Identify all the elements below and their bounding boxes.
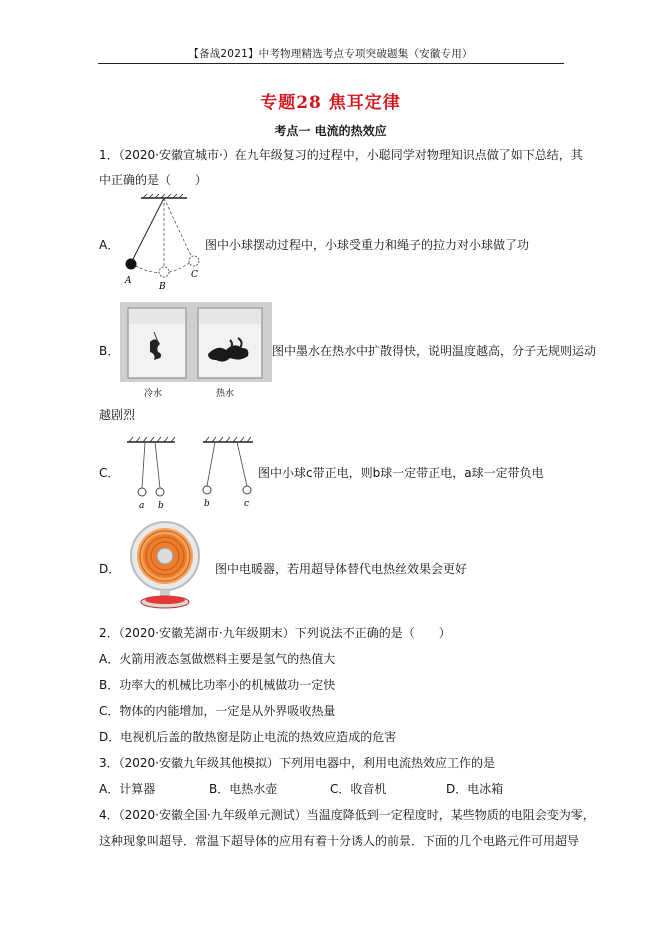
q4-line1: 4．（2020·安徽全国·九年级单元测试）当温度降低到一定程度时，某些物质的电阻会变为零，: [99, 808, 595, 822]
q1-option-b-text-cont: 越剧烈: [99, 408, 136, 422]
q3-option-a: A．计算器: [99, 782, 156, 796]
q2-option-d: D．电视机后盖的散热窗是防止电流的热效应造成的危害: [99, 730, 397, 744]
section-heading: 考点一 电流的热效应: [274, 124, 387, 138]
page-header: 【备战2021】中考物理精选考点专项突破题集（安徽专用）: [188, 48, 473, 60]
q1-option-c-letter: C．: [99, 466, 120, 480]
q1-stem-line1: 1．（2020·安徽宣城市·）在九年级复习的过程中，小聪同学对物理知识点做了如下总结，其: [99, 148, 583, 162]
q1-option-b-text: 图中墨水在热水中扩散得快，说明温度越高，分子无规则运动: [272, 344, 597, 358]
q3-stem: 3．（2020·安徽九年级其他模拟）下列用电器中，利用电流热效应工作的是: [99, 756, 495, 770]
beaker-label-hot: 热水: [216, 389, 235, 399]
charged-balls-figure: [125, 436, 260, 512]
q1-option-b-letter: B．: [99, 344, 120, 358]
ball-label-b-right: b: [204, 499, 210, 509]
header-rule: [98, 63, 564, 64]
q1-option-c-text: 图中小球c带正电，则b球一定带正电，a球一定带负电: [258, 466, 544, 480]
q2-stem: 2．（2020·安徽芜湖市·九年级期末）下列说法不正确的是（ ）: [99, 626, 451, 640]
heater-figure: [122, 518, 208, 610]
q1-option-a-text: 图中小球摆动过程中，小球受重力和绳子的拉力对小球做了功: [205, 238, 530, 252]
q2-option-c: C．物体的内能增加，一定是从外界吸收热量: [99, 704, 336, 718]
page-title: 专题28 焦耳定律: [260, 93, 401, 113]
q2-option-a: A．火箭用液态氢做燃料主要是氢气的热值大: [99, 652, 336, 666]
q3-option-d: D．电冰箱: [446, 782, 504, 796]
ball-label-b-left: b: [158, 501, 164, 511]
beaker-label-cold: 冷水: [144, 389, 163, 399]
q3-option-c: C．收音机: [330, 782, 387, 796]
q1-option-d-letter: D．: [99, 562, 121, 576]
ball-label-c: c: [244, 499, 250, 509]
pendulum-figure: [119, 194, 209, 290]
beakers-figure: [120, 302, 272, 400]
q4-line2: 这种现象叫超导．常温下超导体的应用有着十分诱人的前景．下面的几个电路元件可用超导: [99, 834, 580, 848]
q1-option-a-letter: A．: [99, 238, 120, 252]
pendulum-label-b: B: [159, 282, 166, 290]
q2-option-b: B．功率大的机械比功率小的机械做功一定快: [99, 678, 336, 692]
q1-stem-line2: 中正确的是（ ）: [99, 173, 208, 187]
pendulum-label-a: A: [125, 276, 132, 286]
q3-option-b: B．电热水壶: [209, 782, 278, 796]
ball-label-a: a: [139, 501, 145, 511]
q1-option-d-text: 图中电暖器，若用超导体替代电热丝效果会更好: [215, 562, 468, 576]
pendulum-label-c: C: [191, 270, 198, 280]
